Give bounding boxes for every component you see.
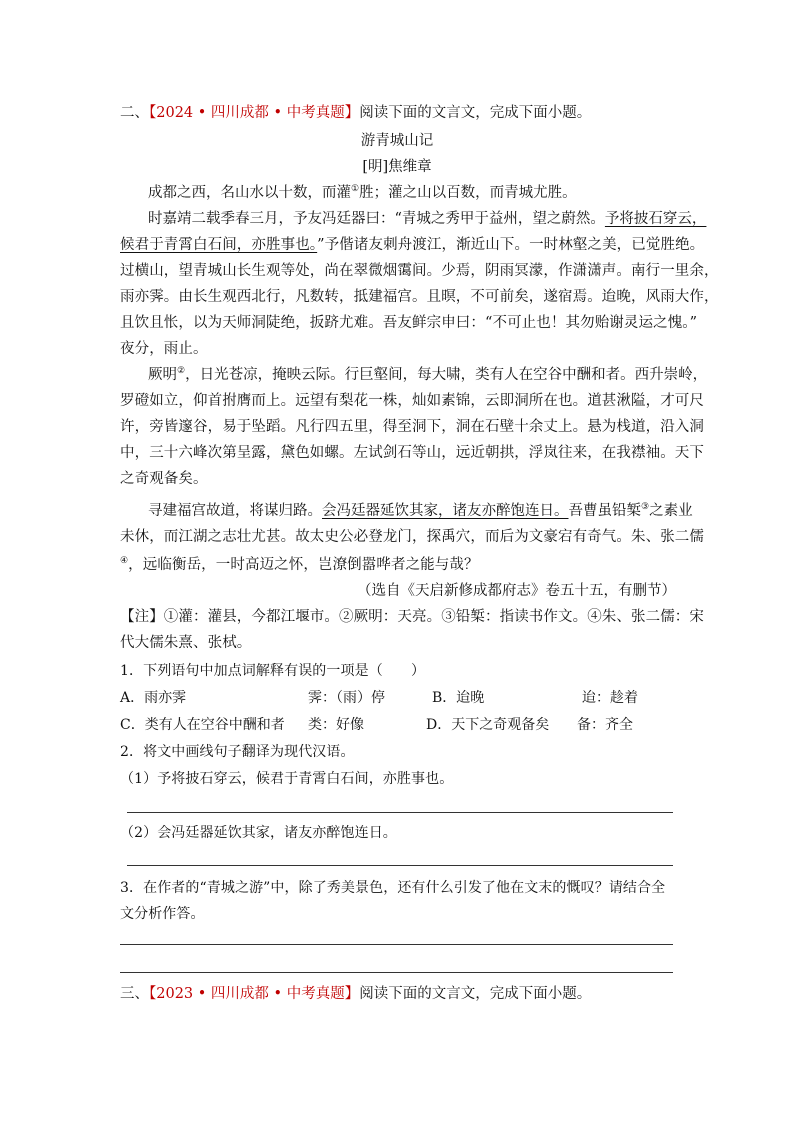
q1-option-d-gloss: 备：齐全 bbox=[577, 717, 633, 733]
section-3-heading bbox=[120, 984, 591, 1004]
p4-line-3 bbox=[120, 555, 680, 575]
p4-line-1 bbox=[148, 501, 693, 521]
q2-answer-line-2[interactable] bbox=[127, 865, 673, 866]
notes-line-2: 代大儒朱熹、张栻。 bbox=[120, 635, 252, 651]
q2-sentence-2: （2）会冯廷器延饮其家，诸友亦醉饱连日。 bbox=[120, 825, 397, 841]
q2-sentence-1: （1）予将披石穿云，候君于青霄白石间，亦胜事也。 bbox=[120, 771, 454, 787]
section-3-prefix: 三、 bbox=[120, 986, 149, 1002]
article-title: 游青城山记 bbox=[360, 133, 434, 149]
p2-line-3: 过横山，望青城山长生观等处，尚在翠微烟霭间。少焉，阴雨冥濛，作潇潇声。南行一里余， bbox=[120, 263, 719, 279]
q2-stem: 2．将文中画线句子翻译为现代汉语。 bbox=[120, 744, 355, 760]
q2-answer-line-1[interactable] bbox=[127, 812, 673, 813]
p4-text: ，远临衡岳，一时高迈之怀，岂潦倒嚣哗者之能与哉？ bbox=[128, 557, 479, 573]
q1-stem: 1．下列语句中加点词解释有误的一项是（ ） bbox=[120, 663, 426, 679]
q1-option-b-gloss: 迨：趁着 bbox=[582, 690, 638, 706]
section-2-heading bbox=[120, 103, 591, 123]
p2-text: 时嘉靖二载季春三月，予友冯廷器曰：“青城之秀甲于益州，望之蔚然。 bbox=[148, 211, 605, 227]
section-2-tag: 【2024 • 四川成都 • 中考真题】 bbox=[149, 105, 360, 121]
p3-text: 厥明 bbox=[148, 367, 177, 383]
p2-line-4: 雨亦霁。由长生观西北行，凡数转，抵建福宫。且暝，不可前矣，遂宿焉。迨晚，风雨大作， bbox=[120, 289, 719, 305]
p3-line-5: 之奇观备矣。 bbox=[120, 471, 208, 487]
q1-option-b: B．迨晚 bbox=[432, 690, 485, 706]
q3-line-2: 文分析作答。 bbox=[120, 906, 205, 922]
paragraph-1 bbox=[148, 183, 577, 203]
section-2-prefix: 二、 bbox=[120, 105, 149, 121]
p1-text: 成都之西，名山水以十数，而灌 bbox=[148, 185, 351, 201]
p2-line-6: 夜分，雨止。 bbox=[120, 341, 208, 357]
p4-line-2: 未休，而江湖之志壮尤甚。故太史公必登龙门，探禹穴，而后为文豪宕有奇气。朱、张二儒 bbox=[120, 529, 704, 545]
section-2-instruction: 阅读下面的文言文，完成下面小题。 bbox=[359, 105, 592, 121]
note-marker-1: ① bbox=[351, 184, 360, 195]
underlined-sentence-1-part-2: 候君于青霄白石间，亦胜事也。 bbox=[120, 237, 318, 253]
p3-line-1 bbox=[148, 365, 707, 385]
q1-option-a-gloss: 霁：（雨）停 bbox=[308, 690, 385, 706]
article-author: [明]焦维章 bbox=[362, 159, 432, 175]
q1-option-d: D．天下之奇观备矣 bbox=[426, 717, 550, 733]
p2-line-5: 且饮且怅，以为天师洞陡绝，扳跻尤难。吾友鲜宗申曰：“不可止也！其勿贻谢灵运之愧。” bbox=[120, 315, 698, 331]
p3-text: ，日光苍凉，掩映云际。行巨壑间，每大啸，类有人在空谷中酬和者。西升崇岭， bbox=[185, 367, 708, 383]
p4-text: 寻建福宫故道，将谋归路。 bbox=[148, 503, 322, 519]
note-marker-3: ③ bbox=[641, 502, 650, 513]
q3-line-1: 3．在作者的“青城之游”中，除了秀美景色，还有什么引发了他在文末的慨叹？请结合全 bbox=[120, 880, 666, 896]
q3-answer-line-1[interactable] bbox=[120, 944, 673, 945]
p2-line-2 bbox=[120, 235, 705, 255]
p2-line-1 bbox=[148, 209, 706, 229]
section-3-tag: 【2023 • 四川成都 • 中考真题】 bbox=[149, 986, 360, 1002]
article-source: （选自《天启新修成都府志》卷五十五，有删节） bbox=[357, 583, 676, 599]
p4-text: 吾曹虽铅椠 bbox=[568, 503, 641, 519]
underlined-sentence-2: 会冯廷器延饮其家，诸友亦醉饱连日。 bbox=[322, 503, 569, 519]
p4-text: 之素业 bbox=[649, 503, 693, 519]
q3-answer-line-2[interactable] bbox=[120, 972, 673, 973]
q1-option-c-gloss: 类：好像 bbox=[308, 717, 364, 733]
p3-line-3: 许，旁皆邃谷，易于坠蹈。凡行四五里，得至洞下，洞在石壁十余丈上。悬为栈道，沿入洞 bbox=[120, 419, 704, 435]
underlined-sentence-1-part-1: 予将披石穿云， bbox=[604, 211, 707, 227]
q1-option-c: C．类有人在空谷中酬和者 bbox=[120, 717, 285, 733]
p1-text-rest: 胜；灌之山以百数，而青城尤胜。 bbox=[359, 185, 577, 201]
q1-option-a: A．雨亦霁 bbox=[120, 690, 187, 706]
p3-line-4: 中，三十六峰次第呈露，黛色如螺。左试剑石等山，远近朝拱，浮岚往来，在我襟袖。天下 bbox=[120, 445, 704, 461]
section-3-instruction: 阅读下面的文言文，完成下面小题。 bbox=[359, 986, 592, 1002]
p3-line-2: 罗磴如立，仰首拊膺而上。远望有梨花一株，灿如素锦，云即洞所在也。道甚湫隘，才可尺 bbox=[120, 393, 704, 409]
p2-text: ”予偕诸友刺舟渡江，渐近山下。一时林壑之美，已觉胜绝。 bbox=[317, 237, 705, 253]
note-marker-2: ② bbox=[177, 366, 186, 377]
notes-line-1: 【注】①灌：灌县，今都江堰市。②厥明：天亮。③铅椠：指读书作文。④朱、张二儒：宋 bbox=[120, 609, 704, 625]
note-marker-4: ④ bbox=[120, 556, 129, 567]
